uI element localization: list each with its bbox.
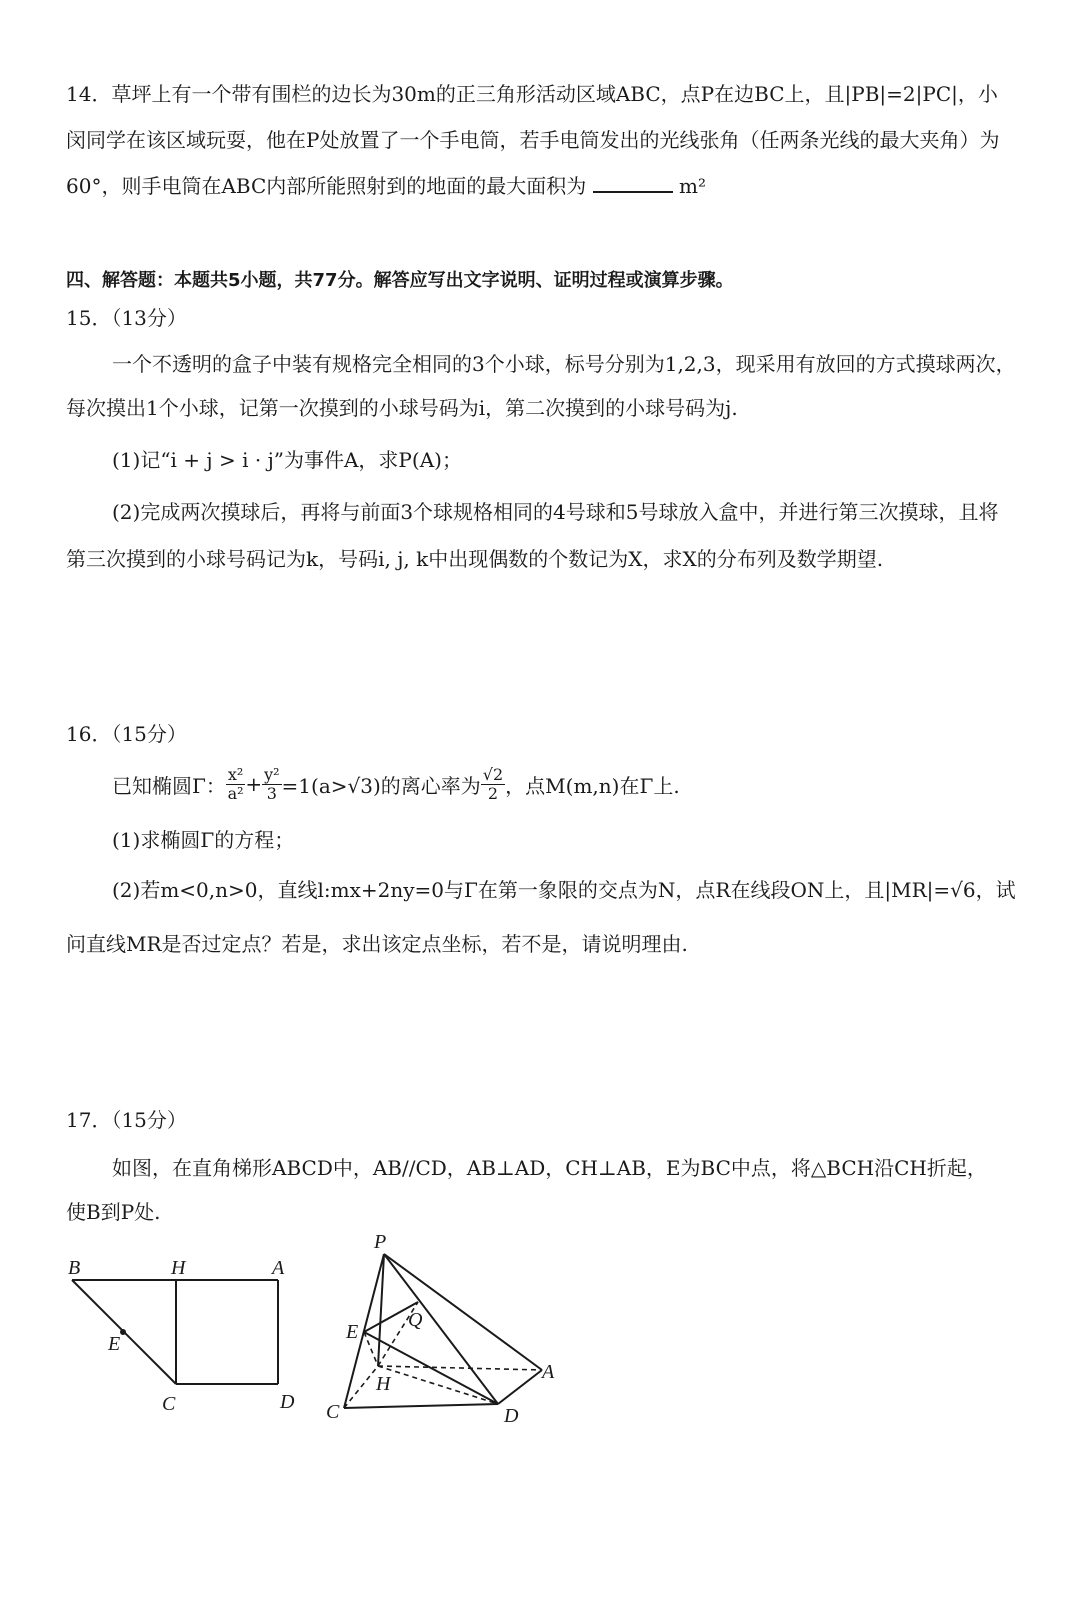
folded-solid-figure xyxy=(320,1230,580,1430)
label-C: C xyxy=(326,1401,340,1423)
frac3-den: 2 xyxy=(487,783,499,803)
q17-para-2: 使B到P处. xyxy=(66,1200,161,1224)
label-A: A xyxy=(272,1257,285,1279)
q16-header: 16．（15分） xyxy=(66,722,187,746)
q16-part-2-line-1: (2)若m<0,n>0，直线l:mx+2ny=0与Γ在第一象限的交点为N，点R在线段ON上，且|MR|=√6，试 xyxy=(112,878,1016,902)
q14-line-1: 14．草坪上有一个带有围栏的边长为30m的正三角形活动区域ABC，点P在边BC上，且|PB|=2|PC|，小 xyxy=(66,82,998,106)
edge-CD xyxy=(344,1404,498,1408)
q14-line-3 xyxy=(66,170,706,199)
q16-part-1: (1)求椭圆Γ的方程； xyxy=(112,828,295,852)
frac3-num: √2 xyxy=(482,764,504,784)
frac2-den: 3 xyxy=(266,783,277,803)
q16-para-1-b: =1(a>√3)的离心率为 xyxy=(281,773,481,798)
fraction-eccentricity xyxy=(481,766,505,802)
q17-para-1: 如图，在直角梯形ABCD中，AB//CD，AB⊥AD，CH⊥AB，E为BC中点，将△BCH沿CH折起， xyxy=(112,1156,987,1180)
answer-blank[interactable] xyxy=(593,173,673,193)
q15-header: 15．（13分） xyxy=(66,306,187,330)
frac1-num: x² xyxy=(227,764,244,784)
q14-line-2: 闵同学在该区域玩耍，他在P处放置了一个手电筒，若手电筒发出的光线张角（任两条光线的最大夹角）为 xyxy=(66,128,1000,152)
label-D: D xyxy=(280,1391,295,1413)
fraction-x2-a2 xyxy=(226,766,245,802)
q16-para-1-c: ，点M(m,n)在Γ上. xyxy=(505,773,680,798)
q14-line-3-text: 60°，则手电筒在ABC内部所能照射到的地面的最大面积为 xyxy=(66,174,587,198)
label-H: H xyxy=(376,1373,391,1395)
label-E: E xyxy=(346,1321,359,1343)
label-P: P xyxy=(374,1231,387,1253)
edge-HA-hidden xyxy=(378,1366,542,1370)
plus-sign: + xyxy=(245,772,263,796)
frac1-den: a² xyxy=(227,783,244,803)
section-4-heading: 四、解答题：本题共5小题，共77分。解答应写出文字说明、证明过程或演算步骤。 xyxy=(66,270,734,291)
edge-EH-hidden xyxy=(364,1332,378,1366)
q15-para-1: 一个不透明的盒子中装有规格完全相同的3个小球，标号分别为1,2,3，现采用有放回的方式摸球两次， xyxy=(112,352,1016,376)
q16-para-1-a: 已知椭圆Γ： xyxy=(112,773,226,798)
label-D: D xyxy=(504,1405,519,1427)
trapezoid-figure xyxy=(60,1250,320,1420)
q15-part-2-line-2: 第三次摸到的小球号码记为k，号码i, j, k中出现偶数的个数记为X，求X的分布列及数学期望. xyxy=(66,547,884,571)
label-H: H xyxy=(171,1257,186,1279)
label-E: E xyxy=(108,1333,121,1355)
q16-para-1 xyxy=(112,758,680,810)
label-A: A xyxy=(542,1361,555,1383)
point-E xyxy=(120,1329,126,1335)
q15-part-2-line-1: (2)完成两次摸球后，再将与前面3个球规格相同的4号球和5号球放入盒中，并进行第三次摸球，且将 xyxy=(112,500,999,524)
fraction-y2-3 xyxy=(262,766,281,802)
q14-unit: m² xyxy=(678,174,706,198)
q16-part-2-line-2: 问直线MR是否过定点？若是，求出该定点坐标，若不是，请说明理由. xyxy=(66,932,688,956)
q17-header: 17．（15分） xyxy=(66,1108,187,1132)
edge-PD xyxy=(384,1254,498,1404)
label-Q: Q xyxy=(408,1309,423,1331)
label-C: C xyxy=(162,1393,176,1415)
q15-part-1: (1)记“i + j > i · j”为事件A，求P(A)； xyxy=(112,448,462,472)
frac2-num: y² xyxy=(264,764,280,784)
edge-DA xyxy=(498,1370,542,1404)
q15-para-2: 每次摸出1个小球，记第一次摸到的小球号码为i，第二次摸到的小球号码为j. xyxy=(66,396,738,420)
label-B: B xyxy=(68,1257,81,1279)
